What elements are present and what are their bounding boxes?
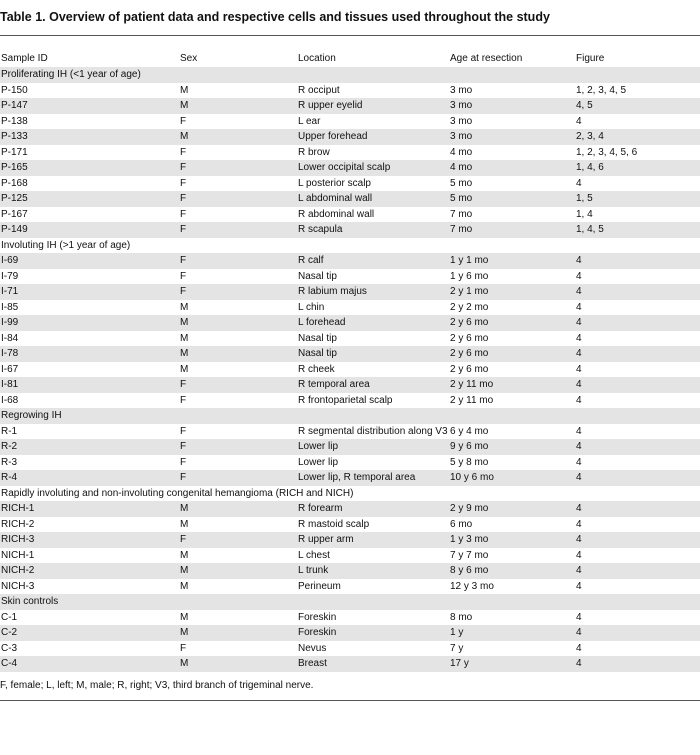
cell-figure: 4	[576, 503, 582, 514]
cell-figure: 4	[576, 348, 582, 359]
cell-location: R segmental distribution along V3	[298, 425, 448, 437]
cell-location: Perineum	[298, 580, 341, 592]
cell-figure: 4	[576, 549, 582, 561]
table-header-row	[0, 51, 700, 67]
cell-figure: 4	[576, 363, 582, 375]
cell-location: Foreskin	[298, 627, 337, 638]
cell-age-at-resection: 2 y 9 mo	[450, 503, 489, 514]
cell-sample-id: I-69	[1, 255, 19, 266]
cell-sex: F	[180, 193, 187, 204]
cell-age-at-resection: 3 mo	[450, 84, 473, 96]
cell-age-at-resection: 5 mo	[450, 177, 473, 189]
group-label-row: Rapidly involuting and non-involuting congenital hemangioma (RICH and NICH)	[1, 487, 354, 499]
cell-age-at-resection: 4 mo	[450, 146, 473, 158]
cell-sample-id: P-168	[1, 177, 28, 189]
cell-location: Nasal tip	[298, 348, 337, 359]
cell-sample-id: RICH-1	[1, 503, 35, 514]
table-row	[0, 176, 700, 192]
cell-sample-id: P-165	[1, 162, 28, 173]
column-header-sample-id: Sample ID	[1, 53, 48, 64]
column-header-location: Location	[298, 53, 336, 64]
cell-location: L abdominal wall	[298, 193, 373, 204]
cell-sample-id: P-167	[1, 208, 28, 220]
cell-sex: M	[180, 348, 189, 359]
cell-sex: F	[180, 162, 187, 173]
cell-location: R frontoparietal scalp	[298, 394, 393, 406]
cell-location: R scapula	[298, 224, 343, 235]
cell-sex: M	[180, 332, 189, 344]
cell-age-at-resection: 5 mo	[450, 193, 473, 204]
cell-figure: 4	[576, 394, 582, 406]
cell-location: R cheek	[298, 363, 335, 375]
table-row	[0, 610, 700, 626]
cell-location: L forehead	[298, 317, 346, 328]
table-row	[0, 362, 700, 378]
cell-age-at-resection: 5 y 8 mo	[450, 456, 489, 468]
cell-location: R calf	[298, 255, 324, 266]
cell-figure: 4	[576, 534, 582, 545]
cell-sex: M	[180, 503, 189, 514]
cell-location: R brow	[298, 146, 330, 158]
cell-age-at-resection: 2 y 6 mo	[450, 348, 489, 359]
cell-sample-id: P-147	[1, 100, 28, 111]
cell-sex: F	[180, 255, 187, 266]
cell-age-at-resection: 1 y 6 mo	[450, 270, 489, 282]
cell-location: Lower lip, R temporal area	[298, 472, 416, 483]
cell-sex: M	[180, 565, 189, 576]
cell-sample-id: C-4	[1, 658, 18, 669]
table-row	[0, 579, 700, 595]
table-row	[0, 532, 700, 548]
cell-sample-id: R-3	[1, 456, 18, 468]
group-label-row: Regrowing IH	[0, 408, 700, 424]
table-row	[0, 517, 700, 533]
cell-age-at-resection: 1 y	[450, 627, 464, 638]
cell-sex: M	[180, 627, 189, 638]
table-row	[0, 83, 700, 99]
cell-sample-id: R-1	[1, 425, 18, 437]
cell-sex: M	[180, 611, 189, 623]
cell-sample-id: I-79	[1, 270, 19, 282]
cell-age-at-resection: 7 mo	[450, 208, 473, 220]
table-row	[0, 377, 700, 393]
cell-sample-id: I-78	[1, 348, 19, 359]
cell-age-at-resection: 7 mo	[450, 224, 473, 235]
cell-age-at-resection: 2 y 11 mo	[450, 394, 494, 406]
cell-sample-id: R-2	[1, 441, 18, 452]
table-row	[0, 501, 700, 517]
cell-figure: 4	[576, 658, 582, 669]
table-row	[0, 656, 700, 672]
table-row	[0, 269, 700, 285]
cell-sample-id: I-84	[1, 332, 19, 344]
cell-sex: M	[180, 84, 189, 96]
group-label-row: Skin controls	[0, 594, 700, 610]
table-row	[0, 439, 700, 455]
cell-sex: M	[180, 658, 189, 669]
cell-sample-id: I-68	[1, 394, 19, 406]
cell-age-at-resection: 9 y 6 mo	[450, 441, 489, 452]
table-row	[0, 424, 700, 440]
cell-location: R upper arm	[298, 534, 354, 545]
cell-sex: F	[180, 534, 187, 545]
cell-sample-id: C-3	[1, 642, 18, 654]
cell-location: L posterior scalp	[298, 177, 371, 189]
cell-figure: 4	[576, 425, 582, 437]
cell-location: Lower occipital scalp	[298, 162, 391, 173]
cell-sex: F	[180, 146, 187, 158]
cell-sample-id: I-81	[1, 379, 19, 390]
cell-sample-id: I-67	[1, 363, 19, 375]
cell-age-at-resection: 10 y 6 mo	[450, 472, 494, 483]
cell-figure: 4	[576, 301, 582, 313]
table-row	[0, 331, 700, 347]
table-row	[0, 563, 700, 579]
cell-figure: 4	[576, 611, 582, 623]
cell-sample-id: C-2	[1, 627, 18, 638]
cell-sample-id: RICH-3	[1, 534, 35, 545]
table-row	[0, 300, 700, 316]
cell-location: Nevus	[298, 642, 327, 654]
cell-figure: 4, 5	[576, 100, 593, 111]
column-header-age-at-resection: Age at resection	[450, 53, 523, 64]
cell-sample-id: P-133	[1, 131, 28, 142]
cell-sex: F	[180, 224, 187, 235]
cell-location: Breast	[298, 658, 327, 669]
table-footnote: F, female; L, left; M, male; R, right; V3, third branch of trigeminal nerve.	[0, 680, 314, 691]
cell-figure: 4	[576, 565, 582, 576]
cell-sex: M	[180, 131, 189, 142]
cell-age-at-resection: 2 y 2 mo	[450, 301, 489, 313]
top-rule	[0, 35, 700, 36]
cell-sex: F	[180, 425, 187, 437]
cell-figure: 4	[576, 642, 582, 654]
table-row	[0, 145, 700, 161]
cell-age-at-resection: 2 y 6 mo	[450, 332, 489, 344]
cell-location: R mastoid scalp	[298, 518, 370, 530]
table-row	[0, 315, 700, 331]
cell-location: Lower lip	[298, 456, 339, 468]
table-row	[0, 393, 700, 409]
cell-sex: F	[180, 379, 187, 390]
cell-location: Upper forehead	[298, 131, 368, 142]
cell-sex: M	[180, 100, 189, 111]
cell-sex: M	[180, 580, 189, 592]
cell-figure: 4	[576, 456, 582, 468]
cell-sample-id: NICH-3	[1, 580, 35, 592]
cell-age-at-resection: 12 y 3 mo	[450, 580, 494, 592]
table-title: Table 1. Overview of patient data and respective cells and tissues used throughout the study	[0, 10, 550, 24]
cell-figure: 1, 4	[576, 208, 593, 220]
cell-sample-id: P-149	[1, 224, 28, 235]
cell-age-at-resection: 3 mo	[450, 100, 473, 111]
patient-data-table	[0, 51, 700, 672]
cell-sex: F	[180, 115, 187, 127]
cell-location: R occiput	[298, 84, 340, 96]
cell-sample-id: P-125	[1, 193, 28, 204]
cell-sample-id: I-99	[1, 317, 19, 328]
cell-figure: 4	[576, 379, 582, 390]
cell-sample-id: NICH-1	[1, 549, 35, 561]
cell-location: L ear	[298, 115, 321, 127]
table-row	[0, 455, 700, 471]
cell-age-at-resection: 3 mo	[450, 115, 473, 127]
cell-age-at-resection: 3 mo	[450, 131, 473, 142]
cell-sample-id: NICH-2	[1, 565, 35, 576]
cell-figure: 1, 4, 6	[576, 162, 604, 173]
cell-location: R temporal area	[298, 379, 370, 390]
cell-location: L chin	[298, 301, 325, 313]
table-row	[0, 470, 700, 486]
cell-figure: 4	[576, 270, 582, 282]
cell-sex: F	[180, 642, 187, 654]
table-row	[0, 253, 700, 269]
cell-figure: 4	[576, 255, 582, 266]
cell-location: Nasal tip	[298, 270, 337, 282]
cell-age-at-resection: 8 mo	[450, 611, 473, 623]
table-row	[0, 114, 700, 130]
cell-figure: 4	[576, 286, 582, 297]
cell-sample-id: R-4	[1, 472, 18, 483]
table-row	[0, 207, 700, 223]
cell-location: R labium majus	[298, 286, 367, 297]
cell-sex: F	[180, 441, 187, 452]
cell-sex: F	[180, 472, 187, 483]
cell-age-at-resection: 2 y 11 mo	[450, 379, 494, 390]
cell-figure: 1, 2, 3, 4, 5	[576, 84, 627, 96]
table-row	[0, 548, 700, 564]
cell-sex: M	[180, 549, 189, 561]
cell-figure: 1, 5	[576, 193, 593, 204]
cell-figure: 4	[576, 627, 582, 638]
cell-figure: 4	[576, 441, 582, 452]
table-row	[0, 625, 700, 641]
cell-age-at-resection: 8 y 6 mo	[450, 565, 489, 576]
cell-location: R forearm	[298, 503, 343, 514]
cell-location: Foreskin	[298, 611, 337, 623]
cell-sex: M	[180, 363, 189, 375]
cell-sex: F	[180, 270, 187, 282]
cell-figure: 1, 4, 5	[576, 224, 604, 235]
cell-sample-id: C-1	[1, 611, 18, 623]
cell-sample-id: P-171	[1, 146, 28, 158]
group-label-row: Involuting IH (>1 year of age)	[1, 239, 131, 251]
cell-age-at-resection: 7 y 7 mo	[450, 549, 489, 561]
cell-location: Lower lip	[298, 441, 339, 452]
cell-sample-id: P-150	[1, 84, 28, 96]
cell-age-at-resection: 6 y 4 mo	[450, 425, 489, 437]
cell-figure: 4	[576, 472, 582, 483]
table-row	[0, 98, 700, 114]
cell-sample-id: I-71	[1, 286, 19, 297]
cell-age-at-resection: 7 y	[450, 642, 464, 654]
column-header-figure: Figure	[576, 53, 605, 64]
cell-location: R abdominal wall	[298, 208, 375, 220]
bottom-rule	[0, 700, 700, 701]
table-row	[0, 160, 700, 176]
cell-location: L chest	[298, 549, 330, 561]
cell-sex: F	[180, 394, 187, 406]
cell-sample-id: RICH-2	[1, 518, 35, 530]
cell-age-at-resection: 2 y 1 mo	[450, 286, 489, 297]
cell-location: Nasal tip	[298, 332, 337, 344]
cell-sample-id: P-138	[1, 115, 28, 127]
table-row	[0, 222, 700, 238]
cell-location: R upper eyelid	[298, 100, 363, 111]
cell-figure: 4	[576, 580, 582, 592]
cell-figure: 4	[576, 332, 582, 344]
cell-figure: 4	[576, 177, 582, 189]
cell-age-at-resection: 17 y	[450, 658, 469, 669]
cell-age-at-resection: 1 y 1 mo	[450, 255, 489, 266]
cell-sex: F	[180, 208, 187, 220]
cell-age-at-resection: 6 mo	[450, 518, 473, 530]
cell-sex: F	[180, 456, 187, 468]
cell-age-at-resection: 4 mo	[450, 162, 473, 173]
table-row	[0, 191, 700, 207]
table-row	[0, 346, 700, 362]
table-row	[0, 129, 700, 145]
cell-figure: 4	[576, 518, 582, 530]
cell-age-at-resection: 2 y 6 mo	[450, 317, 489, 328]
cell-sex: F	[180, 177, 187, 189]
group-label-row: Proliferating IH (<1 year of age)	[0, 67, 700, 83]
cell-sample-id: I-85	[1, 301, 19, 313]
cell-sex: M	[180, 301, 189, 313]
cell-figure: 4	[576, 115, 582, 127]
cell-figure: 1, 2, 3, 4, 5, 6	[576, 146, 638, 158]
cell-age-at-resection: 2 y 6 mo	[450, 363, 489, 375]
cell-location: L trunk	[298, 565, 329, 576]
cell-figure: 4	[576, 317, 582, 328]
cell-age-at-resection: 1 y 3 mo	[450, 534, 489, 545]
table-row	[0, 284, 700, 300]
table-row	[0, 641, 700, 657]
column-header-sex: Sex	[180, 53, 198, 64]
cell-figure: 2, 3, 4	[576, 131, 604, 142]
cell-sex: M	[180, 317, 189, 328]
cell-sex: F	[180, 286, 187, 297]
cell-sex: M	[180, 518, 189, 530]
